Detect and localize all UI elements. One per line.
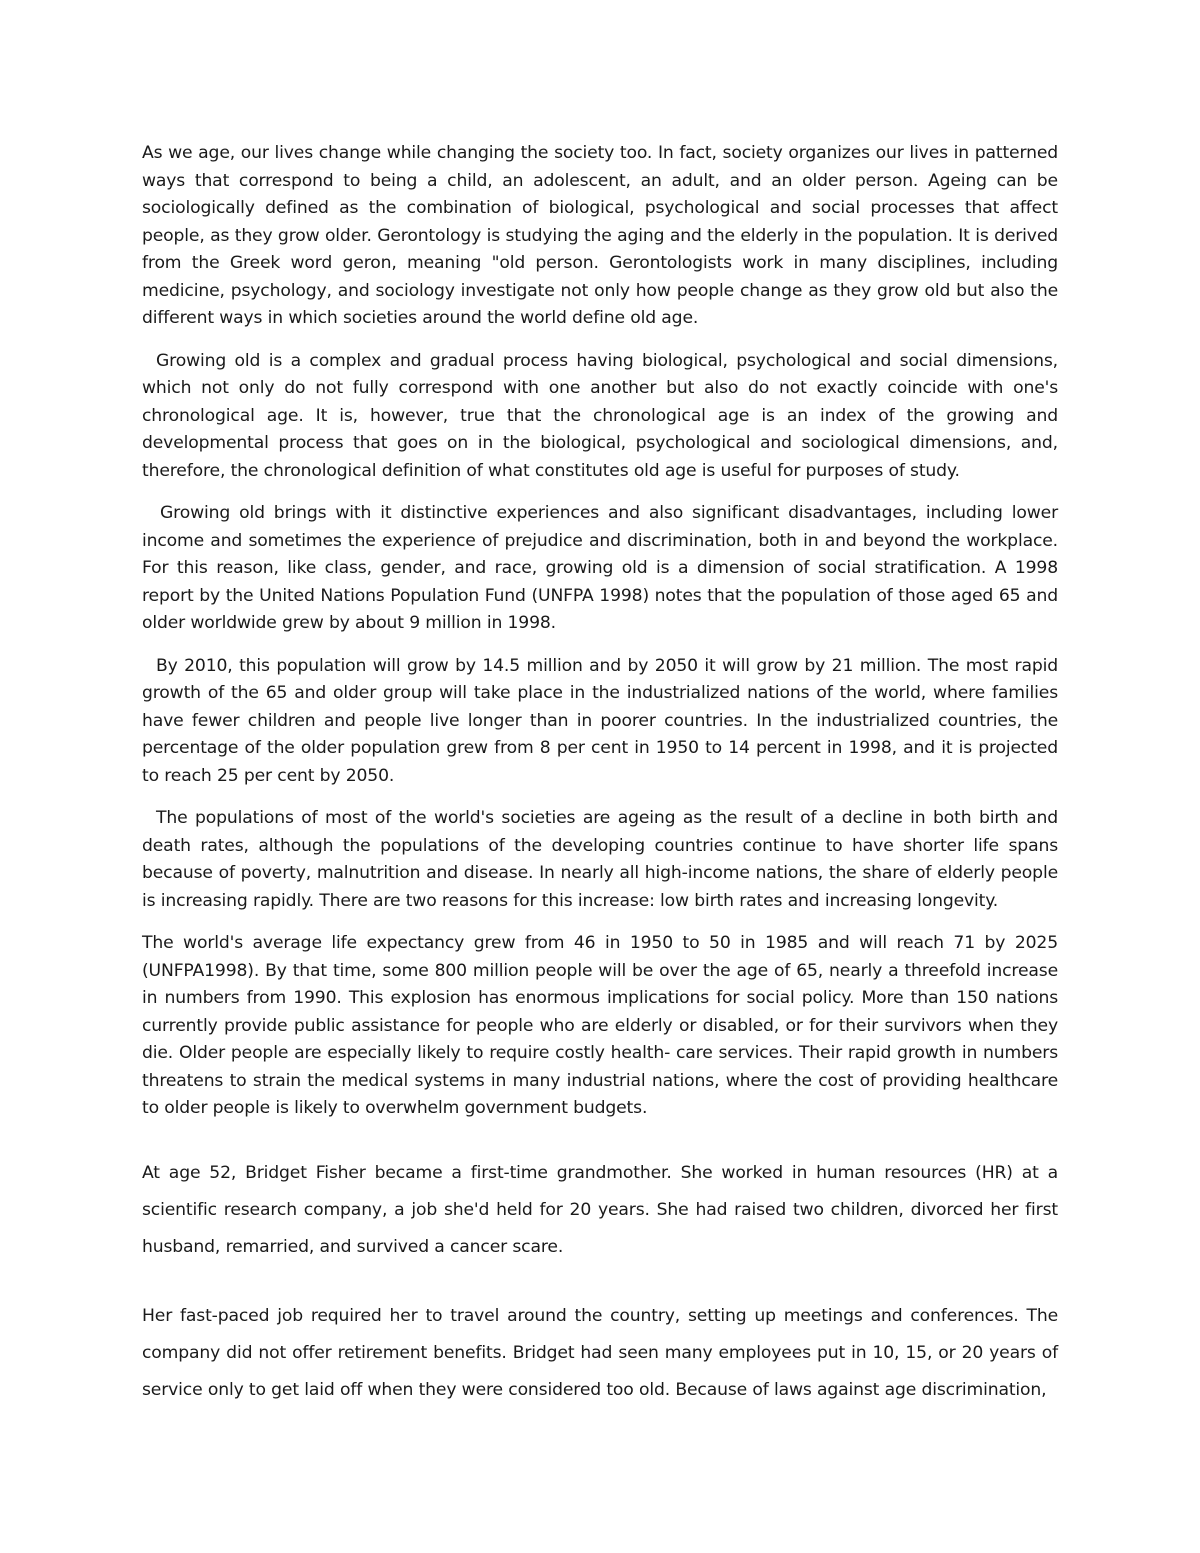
paragraph-life-expectancy: The world's average life expectancy grew from 46 in 1950 to 50 in 1985 and will reach 71 by 2025 (UNFPA1998). By that time, some 800 million people will be over the age of 65, nearly a threefold increase in numbers from 1990. This explosion has enormous implications for social policy. More than 150 nations currently provide public assistance for people who are elderly or disabled, or for their survivors when they die. Older people are especially likely to require costly health- care services. Their rapid growth in numbers threatens to strain the medical systems in many industrial nations, where the cost of providing healthcare to older people is likely to overwhelm government budgets. [142, 933, 1058, 1118]
paragraph-ageing-societies: The populations of most of the world's societies are ageing as the result of a decline in both birth and death rates, although the populations of the developing countries continue to have shorter life spans because of poverty, malnutrition and disease. In nearly all high-income nations, the share of elderly people is increasing rapidly. There are two reasons for this increase: low birth rates and increasing longevity. [142, 808, 1058, 911]
paragraph-bridget-fisher: At age 52, Bridget Fisher became a first-time grandmother. She worked in human resources (HR) at a scientific research company, a job she'd held for 20 years. She had raised two children, divorced her first husband, remarried, and survived a cancer scare. [142, 1162, 1058, 1257]
paragraph-social-stratification: Growing old brings with it distinctive experiences and also significant disadvantages, including lower income and sometimes the experience of prejudice and discrimination, both in and beyond the workplace. For this reason, like class, gender, and race, growing old is a dimension of social stratification. A 1998 report by the United Nations Population Fund (UNFPA 1998) notes that the population of those aged 65 and older worldwide grew by about 9 million in 1998. [142, 503, 1058, 633]
paragraph-population-growth: By 2010, this population will grow by 14.5 million and by 2050 it will grow by 21 million. The most rapid growth of the 65 and older group will take place in the industrialized nations of the world, where families have fewer children and people live longer than in poorer countries. In the industrialized countries, the percentage of the older population grew from 8 per cent in 1950 to 14 percent in 1998, and it is projected to reach 25 per cent by 2050. [142, 655, 1058, 786]
paragraph-bridget-job: Her fast-paced job required her to travel around the country, setting up meetings and conferences. The company did not offer retirement benefits. Bridget had seen many employees put in 10, 15, or 20 years of service only to get laid off when they were considered too old. Because of laws against age discrimination, [142, 1305, 1058, 1400]
paragraph-growing-old-process: Growing old is a complex and gradual process having biological, psychological and social dimensions, which not only do not fully correspond with one another but also do not exactly coincide with one's chronological age. It is, however, true that the chronological age is an index of the growing and developmental process that goes on in the biological, psychological and sociological dimensions, and, therefore, the chronological definition of what constitutes old age is useful for purposes of study. [142, 350, 1058, 481]
document-body [142, 140, 1058, 1409]
paragraph-ageing-definition: As we age, our lives change while changing the society too. In fact, society organizes our lives in patterned ways that correspond to being a child, an adolescent, an adult, and an older person. Ageing can be sociologically defined as the combination of biological, psychological and social processes that affect people, as they grow older. Gerontology is studying the aging and the elderly in the population. It is derived from the Greek word geron, meaning "old person. Gerontologists work in many disciplines, including medicine, psychology, and sociology investigate not only how people change as they grow old but also the different ways in which societies around the world define old age. [142, 143, 1058, 328]
